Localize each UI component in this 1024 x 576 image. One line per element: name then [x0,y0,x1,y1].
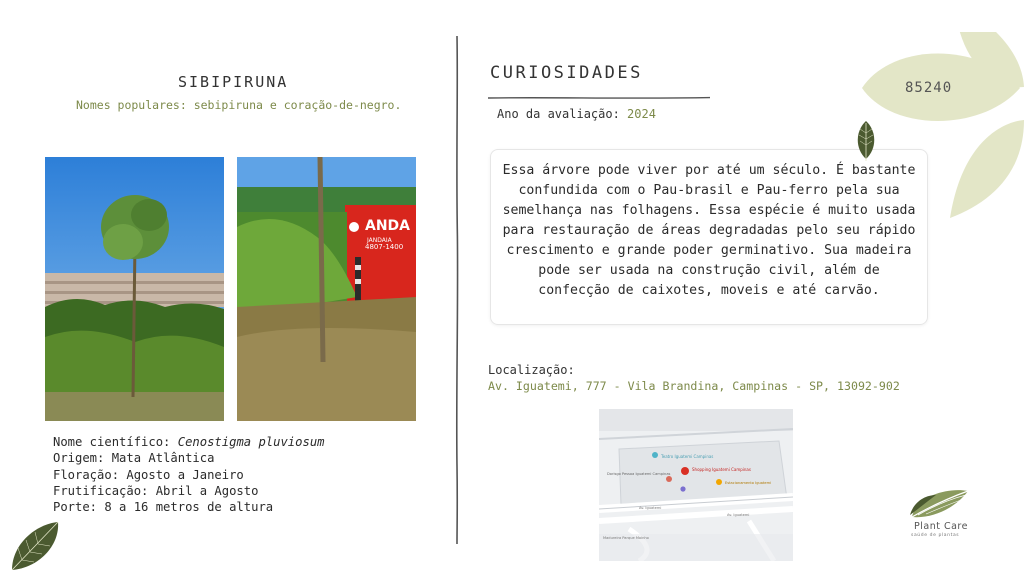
origin-row: Origem: Mata Atlântica [53,451,215,466]
year-label: Ano da avaliação: [497,107,628,121]
evaluation-year [497,107,656,121]
sign-line2: 4807-1400 [365,243,404,251]
location-map [599,409,793,561]
year-value: 2024 [627,107,656,121]
curiosities-title: CURIOSIDADES [490,63,643,83]
vertical-divider [455,36,459,544]
location-label: Localização: [488,363,575,377]
curiosities-text: Essa árvore pode viver por até um século. É bastante confundida com o Pau-brasil e Pau-ferro pela sua semelhança nas folhagens. Essa espécie é muito usada para restauração de áreas degradadas pelo seu rápido crescimento e grande poder germinativo. Sua madeira pode ser usada na construção civil, além de confecção de caixotes, moveis e até carvão. [502,163,916,298]
plant-facts [53,434,325,515]
logo-name: Plant Care [914,521,968,532]
fruiting-row: Frutificação: Abril a Agosto [53,483,259,498]
title-underline [488,85,710,89]
plant-care-logo [906,487,976,547]
map-poi-top: Teatro Iguatemi Campinas [661,454,714,459]
tree-photo-1 [45,157,224,421]
scientific-name-row [53,434,325,450]
map-poi-right: Estacionamento Iguatemi [725,481,772,485]
size-row: Porte: 8 a 16 metros de altura [53,500,274,515]
tree-photo-2 [237,157,416,421]
plant-name: SIBIPIRUNA [178,73,289,91]
map-poi-mid: Shopping Iguatemi Campinas [692,467,751,472]
flowering-row: Floração: Agosto a Janeiro [53,467,244,482]
decorative-leaves [862,32,1022,192]
leaf-corner-icon [8,520,68,570]
map-bottom-label: Madureira Parque Moinho [603,536,649,540]
sign-brand: ANDA [365,218,411,234]
leaf-icon [855,121,877,161]
scientific-label: Nome científico: [53,435,178,449]
map-poi-left: Dorisgo Pessoa Iguatemi Campinas [607,472,671,476]
logo-tagline: saúde de plantas [911,533,960,538]
sign-line1: JANDAIA [367,237,392,244]
plant-code: 85240 [905,80,953,96]
map-street-2: Av. Iguatemi [727,513,750,517]
location-address: Av. Iguatemi, 777 - Vila Brandina, Campinas - SP, 13092-902 [488,379,900,393]
scientific-name: Cenostigma pluviosum [177,435,325,449]
popular-names: Nomes populares: sebipiruna e coração-de-negro. [76,98,402,112]
map-street-1: Av. Iguatemi [639,506,662,510]
